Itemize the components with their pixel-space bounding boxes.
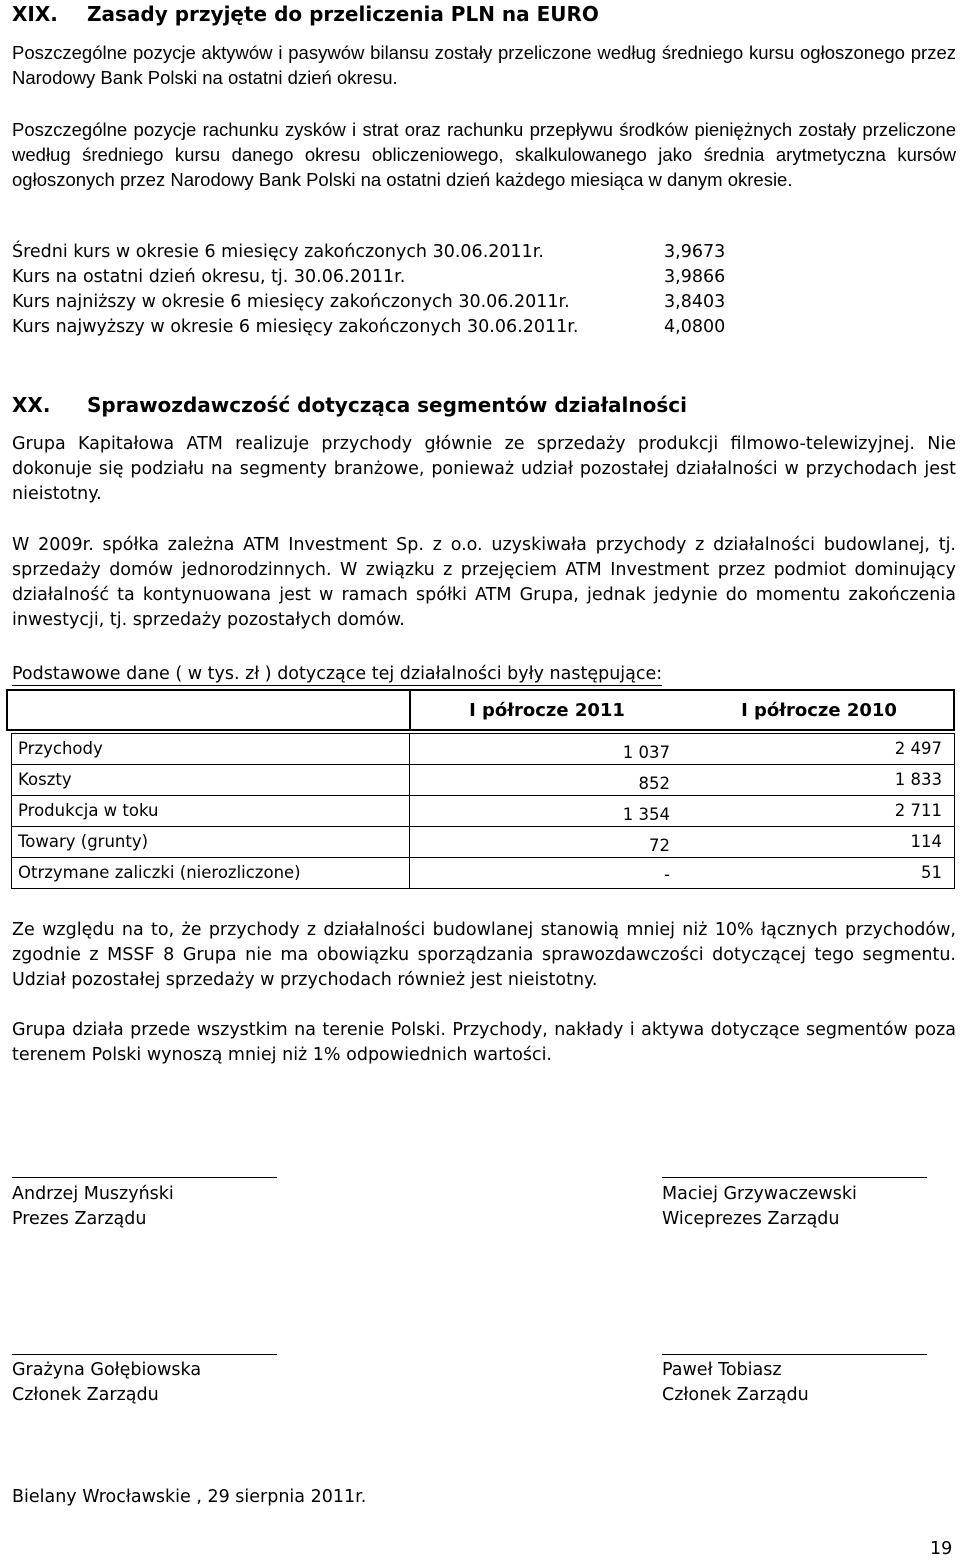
row-value-2010: 114 (910, 832, 942, 851)
row-label: Towary (grunty) (18, 832, 149, 851)
section-xix-title: Zasady przyjęte do przeliczenia PLN na EURO (87, 2, 599, 26)
rate-label: Kurs najniższy w okresie 6 miesięcy zakończonych 30.06.2011r. (12, 292, 570, 312)
section-xx-paragraph-2: W 2009r. spółka zależna ATM Investment Sp. z o.o. uzyskiwała przychody z działalności budowlanej, tj. sprzedaży domów jednorodzinnych. W związku z przejęciem ATM Investment przez podmiot dominujący działalność ta kontynuowana jest w ramach spółki ATM Grupa, jednak jedynie do momentu zakończenia inwestycji, tj. sprzedaży pozostałych domów. (12, 535, 956, 630)
table-header-2011: I półrocze 2011 (469, 700, 625, 721)
signatory-name: Grażyna Gołębiowska (12, 1360, 202, 1380)
signatory-name: Maciej Grzywaczewski (662, 1184, 857, 1204)
row-value-2011: 72 (649, 836, 670, 855)
rate-value: 3,8403 (664, 292, 726, 312)
page-number: 19 (930, 1539, 953, 1559)
row-value-2011: 1 354 (622, 805, 670, 824)
row-value-2011: - (664, 865, 670, 884)
row-label: Otrzymane zaliczki (nierozliczone) (18, 863, 301, 882)
rate-value: 3,9673 (664, 242, 726, 262)
signature-line (662, 1354, 927, 1355)
section-xx-number: XX. (12, 393, 51, 417)
place-and-date: Bielany Wrocławskie , 29 sierpnia 2011r. (12, 1487, 367, 1507)
rate-label: Kurs na ostatni dzień okresu, tj. 30.06.2011r. (12, 267, 406, 287)
section-xix-number: XIX. (12, 2, 58, 26)
row-label: Produkcja w toku (18, 801, 159, 820)
rate-value: 3,9866 (664, 267, 726, 287)
signature-line (12, 1354, 277, 1355)
signatory-role: Wiceprezes Zarządu (662, 1209, 840, 1229)
rate-label: Średni kurs w okresie 6 miesięcy zakończonych 30.06.2011r. (12, 242, 544, 262)
section-xx-paragraph-4: Grupa działa przede wszystkim na terenie Polski. Przychody, nakłady i aktywa dotyczące segmentów poza terenem Polski wynoszą mniej niż 1% odpowiednich wartości. (12, 1020, 956, 1065)
row-label: Przychody (18, 739, 103, 758)
table-caption: Podstawowe dane ( w tys. zł ) dotyczące tej działalności były następujące: (12, 664, 663, 684)
section-xx-title: Sprawozdawczość dotycząca segmentów działalności (87, 393, 687, 417)
row-label: Koszty (18, 770, 72, 789)
signature-line (662, 1177, 927, 1178)
row-value-2011: 852 (638, 774, 670, 793)
section-xix-paragraph-2: Poszczególne pozycje rachunku zysków i strat oraz rachunku przepływu środków pieniężnych zostały przeliczone według średniego kursu danego okresu obliczeniowego, skalkulowanego jako średnia arytmetyczna kursów ogłoszonych przez Narodowy Bank Polski na ostatni dzień każdego miesiąca w danym okresie. (12, 119, 956, 190)
row-value-2010: 51 (921, 863, 942, 882)
section-xx-paragraph-1: Grupa Kapitałowa ATM realizuje przychody głównie ze sprzedaży produkcji filmowo-telewizyjnej. Nie dokonuje się podziału na segmenty branżowe, ponieważ udział pozostałej działalności w przychodach jest nieistotny. (12, 434, 956, 504)
section-xix-paragraph-1: Poszczególne pozycje aktywów i pasywów bilansu zostały przeliczone według średniego kursu ogłoszonego przez Narodowy Bank Polski na ostatni dzień okresu. (12, 42, 956, 88)
row-value-2010: 2 711 (894, 801, 942, 820)
table-header-2010: I półrocze 2010 (741, 700, 897, 721)
row-value-2010: 2 497 (894, 739, 942, 758)
row-value-2011: 1 037 (622, 743, 670, 762)
signature-line (12, 1177, 277, 1178)
signatory-role: Członek Zarządu (12, 1385, 159, 1405)
signatory-name: Andrzej Muszyński (12, 1184, 174, 1204)
signatory-name: Paweł Tobiasz (662, 1360, 782, 1380)
rate-value: 4,0800 (664, 317, 726, 337)
signatory-role: Prezes Zarządu (12, 1209, 147, 1229)
rate-label: Kurs najwyższy w okresie 6 miesięcy zakończonych 30.06.2011r. (12, 317, 579, 337)
row-value-2010: 1 833 (894, 770, 942, 789)
signatory-role: Członek Zarządu (662, 1385, 809, 1405)
section-xx-paragraph-3: Ze względu na to, że przychody z działalności budowlanej stanowią mniej niż 10% łącznych przychodów, zgodnie z MSSF 8 Grupa nie ma obowiązku sporządzania sprawozdawczości dotyczącej tego segmentu. Udział pozostałej sprzedaży w przychodach również jest nieistotny. (12, 920, 956, 990)
